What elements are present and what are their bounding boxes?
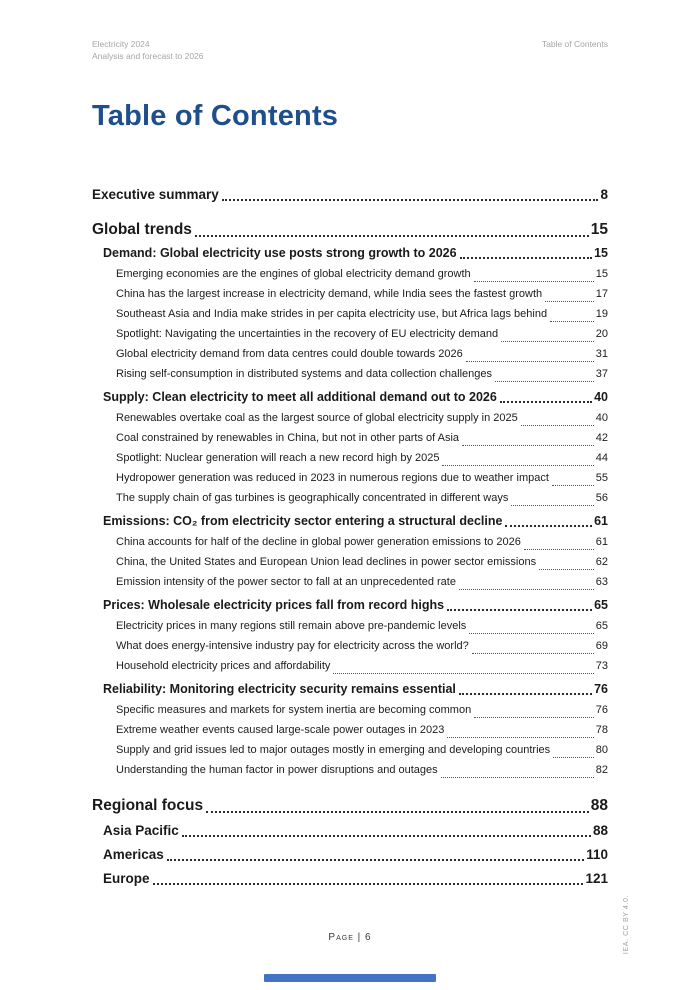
toc-entry-page: 88 <box>592 823 608 838</box>
toc-entry-label: Global electricity demand from data centres could double towards 2026 <box>116 348 463 360</box>
toc-entry-page: 15 <box>595 268 608 280</box>
toc-entry-label: Spotlight: Navigating the uncertainties in the recovery of EU electricity demand <box>116 328 499 340</box>
footer-page-number: Page | 6 <box>328 932 372 943</box>
toc-entry-page: 31 <box>595 348 608 360</box>
toc-entry-page: 20 <box>595 328 608 340</box>
toc-entry[interactable] <box>116 448 608 468</box>
toc-entry[interactable] <box>92 219 608 240</box>
toc-entry-label: Emissions: CO₂ from electricity sector entering a structural decline <box>103 514 503 528</box>
toc-entry[interactable] <box>116 428 608 448</box>
dot-leader <box>495 381 594 382</box>
toc-entry-label: What does energy-intensive industry pay for electricity across the world? <box>116 640 469 652</box>
toc-entry[interactable] <box>103 870 608 888</box>
toc-entry-label: Coal constrained by renewables in China, but not in other parts of Asia <box>116 432 460 444</box>
dot-leader <box>474 281 594 282</box>
toc-entry-label: Household electricity prices and affordability <box>116 660 331 672</box>
dot-leader <box>222 199 599 201</box>
dot-leader <box>550 321 594 322</box>
dot-leader <box>441 777 594 778</box>
dot-leader <box>521 425 594 426</box>
dot-leader <box>505 525 592 527</box>
toc-entry-page: 15 <box>590 221 608 238</box>
dot-leader <box>469 633 593 634</box>
dot-leader <box>553 757 594 758</box>
toc-entry-label: Electricity prices in many regions still remain above pre-pandemic levels <box>116 620 467 632</box>
dot-leader <box>539 569 594 570</box>
toc-entry-page: 15 <box>594 246 608 260</box>
toc-entry-label: Demand: Global electricity use posts strong growth to 2026 <box>103 246 457 260</box>
dot-leader <box>447 609 592 611</box>
toc-entry[interactable] <box>116 572 608 592</box>
toc-entry[interactable] <box>116 616 608 636</box>
toc-entry[interactable] <box>116 488 608 508</box>
footer-accent-bar <box>264 974 436 982</box>
toc-entry-label: Supply: Clean electricity to meet all additional demand out to 2026 <box>103 390 497 404</box>
toc-entry-label: Europe <box>103 871 150 886</box>
dot-leader <box>462 445 594 446</box>
toc-entry[interactable] <box>116 636 608 656</box>
toc-entry-page: 40 <box>594 390 608 404</box>
toc-entry-label: Regional focus <box>92 797 204 814</box>
toc-entry-label: Understanding the human factor in power disruptions and outages <box>116 764 438 776</box>
toc-entry[interactable] <box>116 700 608 720</box>
dot-leader <box>442 465 593 466</box>
header-section-label: Table of Contents <box>541 39 608 49</box>
toc-entry[interactable] <box>116 364 608 384</box>
page-title: Table of Contents <box>92 100 339 132</box>
dot-leader <box>206 811 589 813</box>
toc-entry-page: 121 <box>585 871 608 886</box>
toc-entry[interactable] <box>116 468 608 488</box>
toc-entry-label: Reliability: Monitoring electricity security remains essential <box>103 682 456 696</box>
toc-entry-page: 63 <box>595 576 608 588</box>
report-title-header: Electricity 2024 <box>92 39 150 49</box>
toc-entry-label: Renewables overtake coal as the largest source of global electricity supply in 2025 <box>116 412 518 424</box>
toc-entry-page: 55 <box>595 472 608 484</box>
toc-entry[interactable] <box>103 513 608 530</box>
toc-entry[interactable] <box>116 284 608 304</box>
toc-entry-page: 73 <box>595 660 608 672</box>
toc-entry-page: 62 <box>595 556 608 568</box>
toc-entry-label: Global trends <box>92 221 192 238</box>
dot-leader <box>552 485 594 486</box>
toc-entry[interactable] <box>103 822 608 840</box>
dot-leader <box>466 361 594 362</box>
toc-entry-label: Specific measures and markets for system inertia are becoming common <box>116 704 472 716</box>
dot-leader <box>153 883 584 885</box>
toc-entry[interactable] <box>116 408 608 428</box>
toc-entry[interactable] <box>116 344 608 364</box>
toc-entry-page: 110 <box>586 847 608 862</box>
dot-leader <box>447 737 593 738</box>
toc-entry-page: 8 <box>600 187 608 202</box>
toc-entry-page: 78 <box>595 724 608 736</box>
dot-leader <box>459 589 594 590</box>
report-subtitle-header: Analysis and forecast to 2026 <box>92 51 204 61</box>
toc-entry-label: Emerging economies are the engines of global electricity demand growth <box>116 268 471 280</box>
dot-leader <box>524 549 594 550</box>
toc-entry-label: Spotlight: Nuclear generation will reach a new record high by 2025 <box>116 452 440 464</box>
toc-entry[interactable] <box>116 760 608 780</box>
toc-entry[interactable] <box>116 304 608 324</box>
toc-entry[interactable] <box>116 552 608 572</box>
toc-entry-page: 44 <box>595 452 608 464</box>
dot-leader <box>333 673 593 674</box>
toc-entry-page: 76 <box>594 682 608 696</box>
toc-entry-page: 19 <box>595 308 608 320</box>
toc-entry-page: 42 <box>595 432 608 444</box>
toc-entry-page: 80 <box>595 744 608 756</box>
header-left <box>92 38 204 62</box>
toc-entry-label: China accounts for half of the decline in global power generation emissions to 2026 <box>116 536 521 548</box>
dot-leader <box>501 341 594 342</box>
toc-entry[interactable] <box>116 324 608 344</box>
toc-entry-label: Supply and grid issues led to major outages mostly in emerging and developing countries <box>116 744 551 756</box>
toc-entry-page: 69 <box>595 640 608 652</box>
license-side-note: IEA. CC BY 4.0. <box>623 894 630 954</box>
dot-leader <box>511 505 593 506</box>
dot-leader <box>460 257 593 259</box>
toc-entry[interactable] <box>116 656 608 676</box>
toc-entry-page: 65 <box>594 598 608 612</box>
toc-entry-page: 56 <box>595 492 608 504</box>
toc-entry[interactable] <box>92 795 608 816</box>
dot-leader <box>500 401 592 403</box>
dot-leader <box>195 235 589 237</box>
toc-entry-label: Extreme weather events caused large-scale power outages in 2023 <box>116 724 445 736</box>
toc-entry-page: 17 <box>595 288 608 300</box>
toc-list <box>92 186 608 888</box>
dot-leader <box>459 693 592 695</box>
toc-entry[interactable] <box>103 681 608 698</box>
toc-entry-label: China, the United States and European Union lead declines in power sector emissions <box>116 556 537 568</box>
toc-entry-page: 65 <box>595 620 608 632</box>
toc-entry[interactable] <box>103 846 608 864</box>
toc-entry-label: The supply chain of gas turbines is geographically concentrated in different ways <box>116 492 509 504</box>
toc-entry[interactable] <box>116 264 608 284</box>
toc-entry-page: 61 <box>595 536 608 548</box>
toc-entry-label: China has the largest increase in electricity demand, while India sees the fastest growth <box>116 288 543 300</box>
toc-entry-label: Asia Pacific <box>103 823 179 838</box>
dot-leader <box>545 301 594 302</box>
toc-entry[interactable] <box>103 389 608 406</box>
toc-entry[interactable] <box>103 597 608 614</box>
toc-entry-page: 88 <box>590 797 608 814</box>
dot-leader <box>474 717 594 718</box>
dot-leader <box>472 653 594 654</box>
toc-entry[interactable] <box>116 740 608 760</box>
toc-entry-page: 82 <box>595 764 608 776</box>
toc-entry-label: Prices: Wholesale electricity prices fall from record highs <box>103 598 445 612</box>
toc-entry-label: Southeast Asia and India make strides in per capita electricity use, but Africa lags behind <box>116 308 548 320</box>
toc-entry[interactable] <box>116 532 608 552</box>
page-header <box>92 38 608 62</box>
toc-entry-label: Rising self-consumption in distributed systems and data collection challenges <box>116 368 493 380</box>
toc-entry[interactable] <box>92 186 608 204</box>
dot-leader <box>182 835 591 837</box>
toc-entry-label: Americas <box>103 847 164 862</box>
toc-entry-label: Hydropower generation was reduced in 2023 in numerous regions due to weather impact <box>116 472 549 484</box>
toc-entry-page: 61 <box>594 514 608 528</box>
toc-entry-page: 76 <box>595 704 608 716</box>
toc-entry-label: Emission intensity of the power sector to fall at an unprecedented rate <box>116 576 456 588</box>
toc-entry[interactable] <box>103 245 608 262</box>
toc-entry-page: 40 <box>595 412 608 424</box>
toc-entry-label: Executive summary <box>92 187 219 202</box>
dot-leader <box>167 859 584 861</box>
toc-entry[interactable] <box>116 720 608 740</box>
toc-entry-page: 37 <box>595 368 608 380</box>
